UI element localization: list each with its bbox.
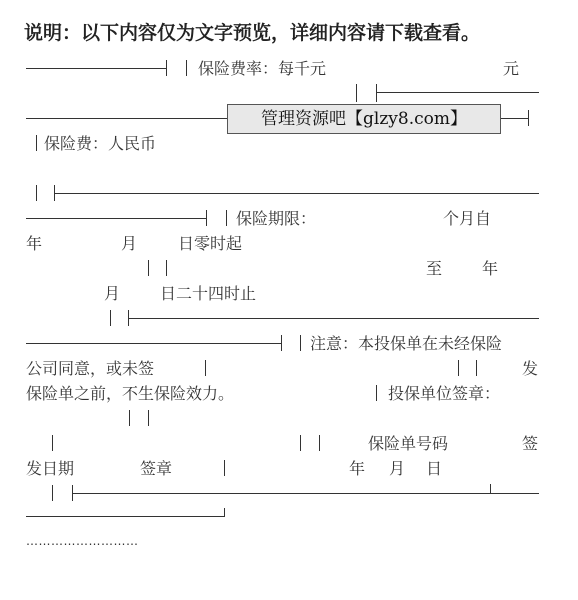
table-rule [128, 318, 539, 319]
premium-rate-label: 保险费率：每千元 [198, 59, 327, 78]
table-rule [501, 118, 528, 119]
table-rule [26, 343, 281, 344]
table-rule [224, 460, 225, 476]
table-rule [528, 110, 529, 126]
table-rule [205, 360, 206, 376]
note-line-3: 保险单之前，不生保险效力。 [26, 384, 235, 403]
issue-date-label: 发日期 [26, 459, 75, 478]
table-rule [490, 484, 491, 493]
premium-label: 保险费：人民币 [44, 134, 157, 153]
year-label: 年 [349, 459, 366, 478]
year-label: 年 [482, 259, 499, 278]
preview-notice: 说明：以下内容仅为文字预览，详细内容请下载查看。 [24, 22, 481, 44]
table-rule [376, 92, 539, 93]
ellipsis-text: ……………………… [26, 534, 139, 548]
day-label: 日 [426, 459, 443, 478]
table-rule [186, 60, 187, 76]
day-zero-hour-label: 日零时起 [178, 234, 243, 253]
year-label: 年 [26, 234, 43, 253]
to-label: 至 [426, 259, 443, 278]
table-rule [206, 210, 207, 226]
table-rule [376, 385, 377, 401]
months-from-label: 个月自 [443, 209, 492, 228]
table-rule [376, 84, 377, 102]
table-rule [166, 60, 167, 76]
table-rule [300, 335, 301, 351]
month-label: 月 [104, 284, 121, 303]
table-rule [26, 516, 224, 517]
month-label: 月 [389, 459, 406, 478]
table-rule [52, 485, 53, 501]
period-label: 保险期限： [236, 209, 317, 228]
table-rule [356, 84, 357, 102]
table-rule [110, 310, 111, 326]
table-rule [148, 410, 149, 426]
note-line-1: 注意：本投保单在未经保险 [310, 334, 503, 353]
table-rule [129, 410, 130, 426]
table-rule [166, 260, 167, 276]
table-rule [26, 118, 227, 119]
policy-number-label: 保险单号码 [368, 434, 449, 453]
table-rule [224, 508, 225, 517]
table-rule [36, 185, 37, 201]
table-rule [36, 135, 37, 151]
watermark-banner: 管理资源吧【glzy8.com】 [227, 104, 501, 134]
table-rule [476, 360, 477, 376]
table-rule [54, 193, 539, 194]
table-rule [319, 435, 320, 451]
issue-char: 发 [522, 359, 539, 378]
table-rule [148, 260, 149, 276]
table-rule [281, 335, 282, 351]
table-rule [26, 68, 166, 69]
table-rule [52, 435, 53, 451]
stamp-label: 签章 [140, 459, 173, 478]
day-24-end-label: 日二十四时止 [160, 284, 257, 303]
table-rule [26, 218, 206, 219]
note-line-2: 公司同意，或未签 [26, 359, 155, 378]
sign-char: 签 [522, 434, 539, 453]
table-rule [458, 360, 459, 376]
applicant-sign-label: 投保单位签章： [388, 384, 501, 403]
table-rule [226, 210, 227, 226]
month-label: 月 [121, 234, 138, 253]
table-rule [72, 493, 539, 494]
table-rule [300, 435, 301, 451]
yuan-unit: 元 [503, 59, 520, 78]
